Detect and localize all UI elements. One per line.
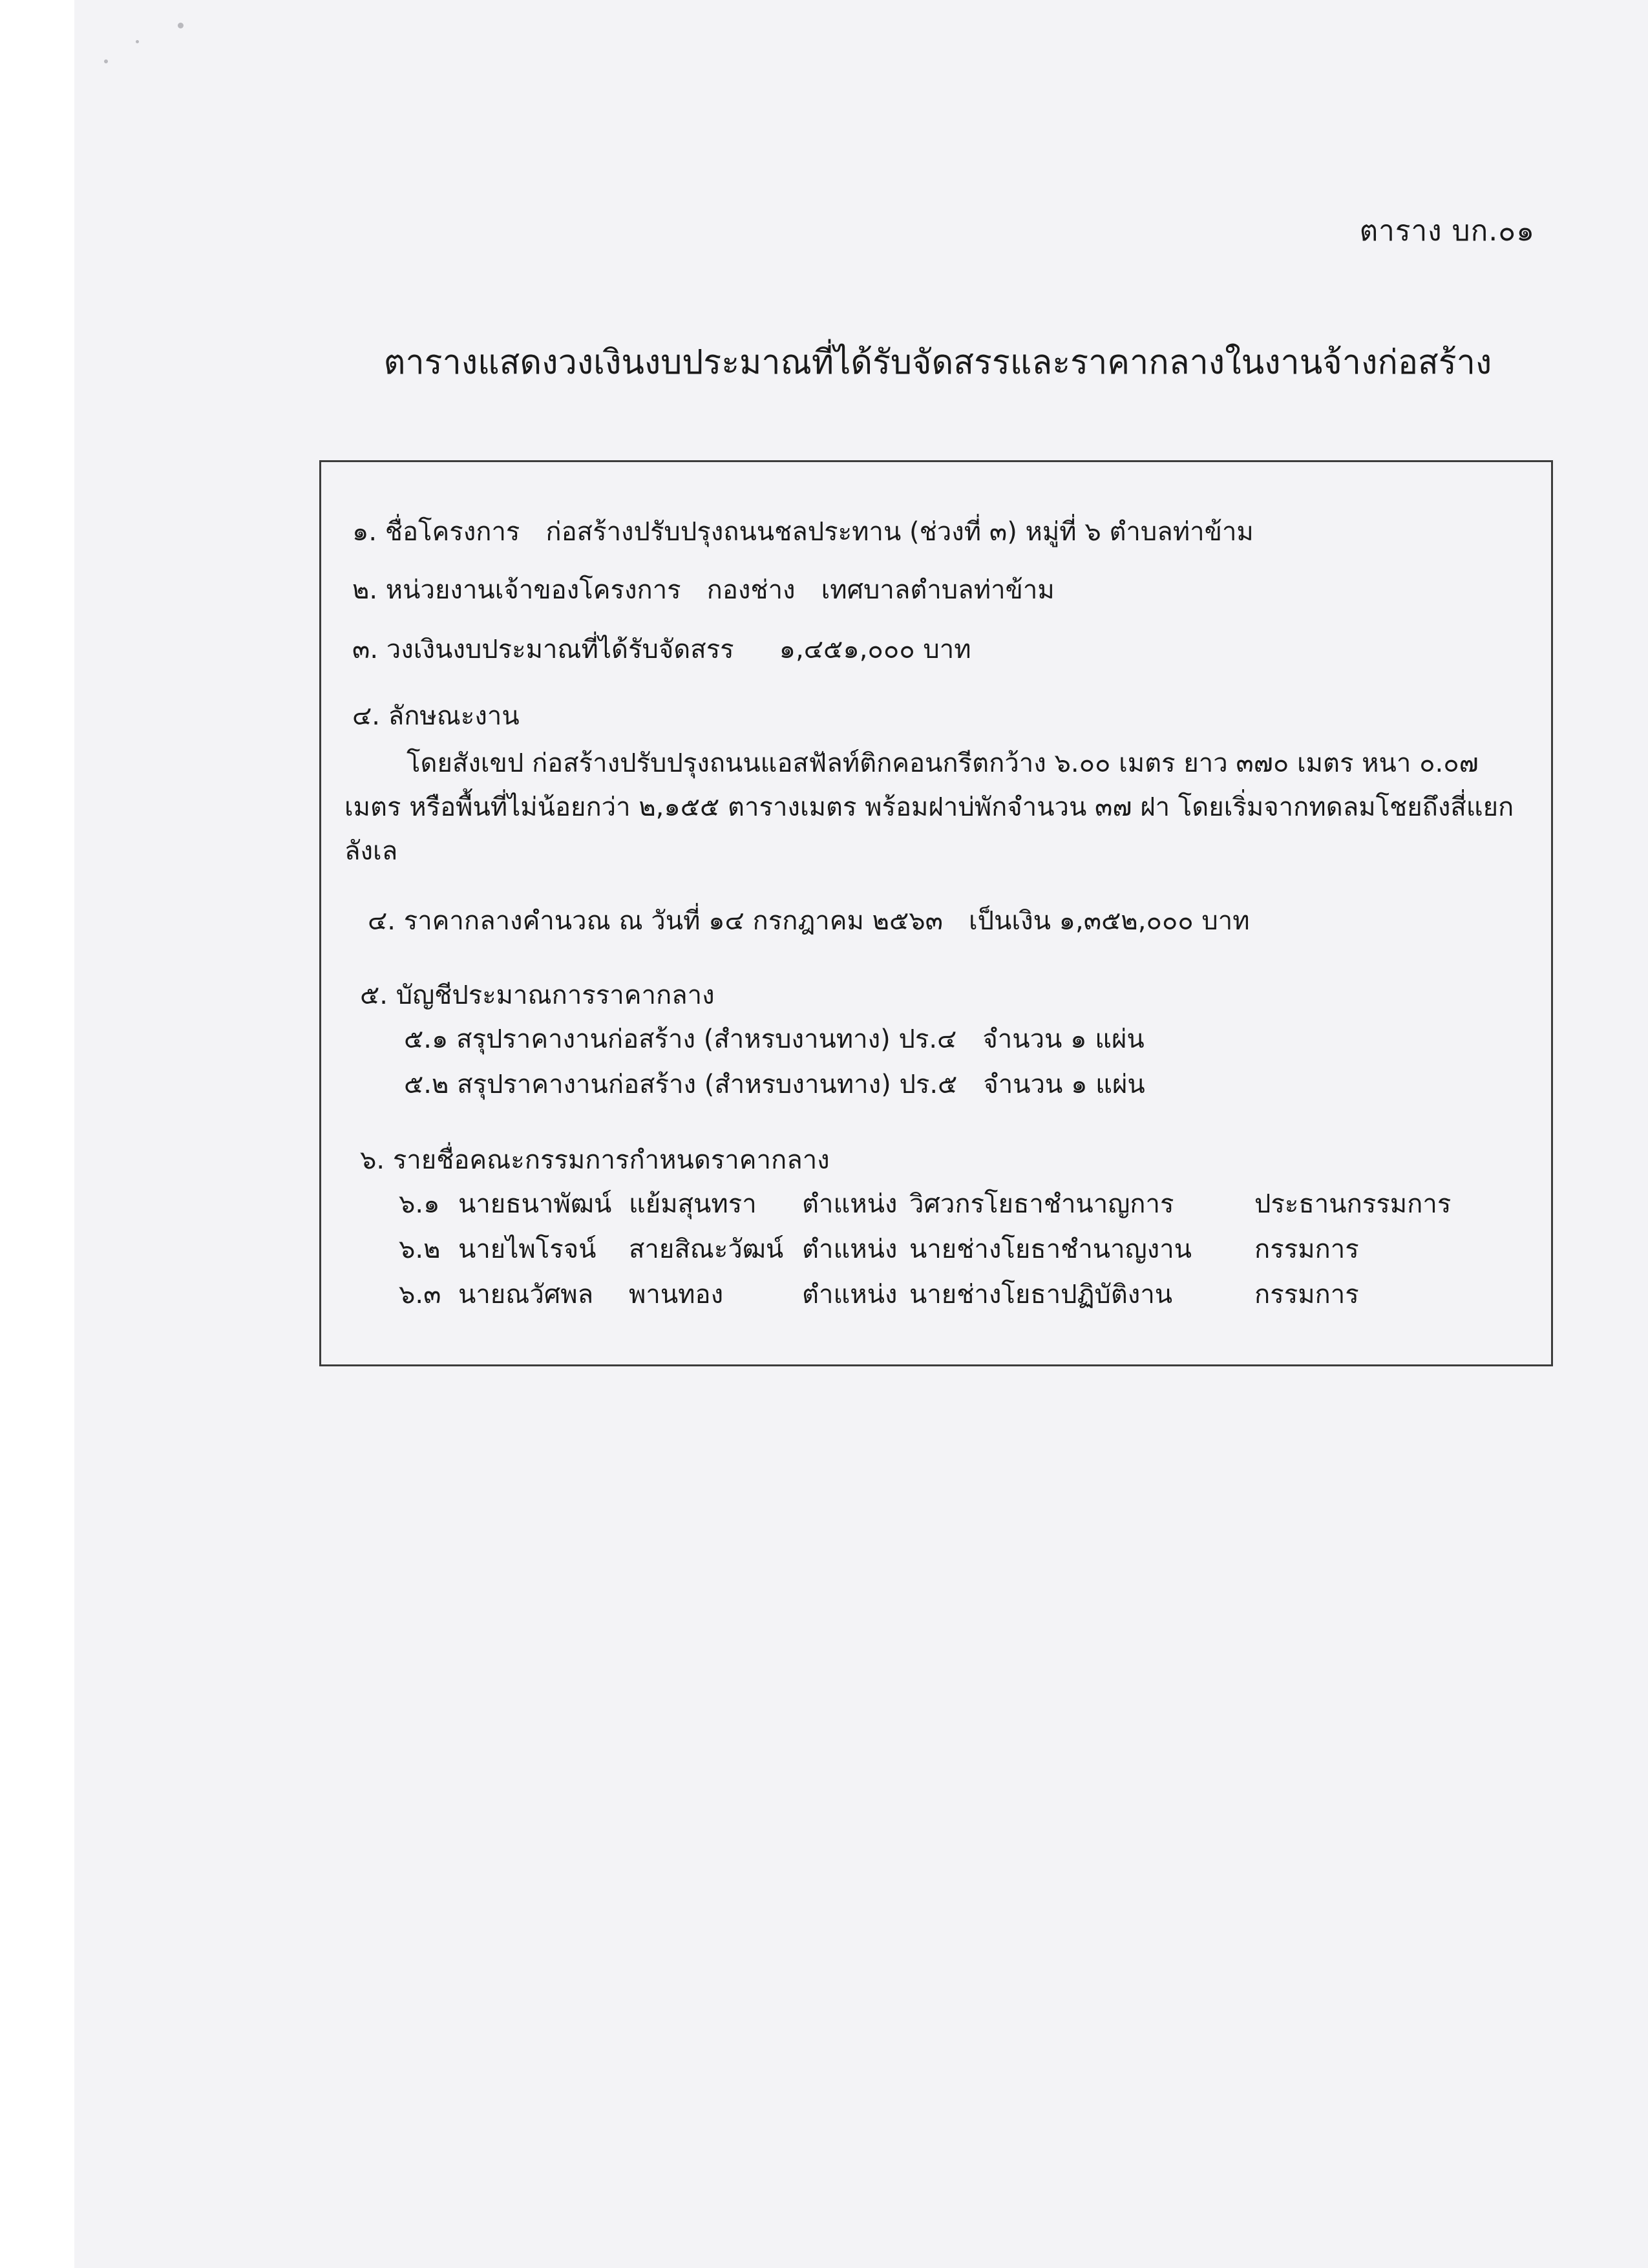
form-code: ตาราง บก.๐๑ (1359, 215, 1535, 248)
project-name-line (352, 514, 1254, 550)
document-title: ตารางแสดงวงเงินงบประมาณที่ได้รับจัดสรรและราคากลางในงานจ้างก่อสร้าง (383, 343, 1492, 382)
budget-value: ๑,๔๕๑,๐๐๐ บาท (779, 635, 971, 664)
member-role: ประธานกรรมการ (1254, 1189, 1452, 1219)
boq-item-qty: จำนวน ๑ แผ่น (982, 1024, 1145, 1054)
budget-label: ๓. วงเงินงบประมาณที่ได้รับจัดสรร (352, 635, 734, 664)
member-number: ๖.๓ (399, 1280, 441, 1309)
member-last-name: แย้มสุนทรา (629, 1189, 757, 1219)
member-first-name: นายไพโรจน์ (458, 1235, 597, 1264)
project-owner-line (352, 572, 1055, 608)
committee-heading: ๖. รายชื่อคณะกรรมการกำหนดราคากลาง (360, 1145, 830, 1175)
work-description-text: โดยสังเขป ก่อสร้างปรับปรุงถนนแอสฟัลท์ติกคอนกรีตกว้าง ๖.๐๐ เมตร ยาว ๓๗๐ เมตร หนา ๐.๐๗ เมตร หรือพื้นที่ไม่น้อยกว่า ๒,๑๕๕ ตารางเมตร พร้อมฝาบ่พักจำนวน ๓๗ ฝา โดยเริ่มจากทดลมโชยถึงสี่แยกลังเล (344, 748, 1514, 866)
boq-heading: ๕. บัญชีประมาณการราคากลาง (360, 980, 715, 1010)
median-price-line (368, 903, 1250, 939)
member-first-name: นายธนาพัฒน์ (458, 1189, 612, 1219)
work-heading: ๔. ลักษณะงาน (352, 701, 520, 731)
position-word: ตำแหน่ง (802, 1280, 898, 1309)
member-first-name: นายณวัศพล (458, 1280, 594, 1309)
project-name-value: ก่อสร้างปรับปรุงถนนชลประทาน (ช่วงที่ ๓) หมู่ที่ ๖ ตำบลท่าข้าม (545, 517, 1254, 547)
project-name-label: ๑. ชื่อโครงการ (352, 517, 520, 547)
boq-item (404, 1021, 1145, 1057)
position-word: ตำแหน่ง (802, 1189, 898, 1219)
scan-speck (136, 40, 139, 43)
member-role: กรรมการ (1254, 1235, 1359, 1264)
scan-speck (178, 23, 184, 28)
boq-item (404, 1066, 1145, 1103)
median-price-value: เป็นเงิน ๑,๓๕๒,๐๐๐ บาท (968, 906, 1250, 936)
position-word: ตำแหน่ง (802, 1235, 898, 1264)
project-details-box (319, 460, 1553, 1366)
boq-item-label: ๕.๑ สรุปราคางานก่อสร้าง (สำหรบงานทาง) ปร.๔ (404, 1024, 957, 1054)
budget-line (352, 631, 971, 668)
median-price-label: ๔. ราคากลางคำนวณ ณ วันที่ ๑๔ กรกฎาคม ๒๕๖๓ (368, 906, 943, 936)
scan-speck (104, 59, 108, 63)
project-owner-label: ๒. หน่วยงานเจ้าของโครงการ (352, 575, 681, 605)
member-number: ๖.๑ (399, 1189, 440, 1219)
member-position: นายช่างโยธาปฏิบัติงาน (909, 1280, 1173, 1309)
member-last-name: พานทอง (629, 1280, 724, 1309)
work-description (344, 741, 1527, 873)
project-owner-org: เทศบาลตำบลท่าข้าม (821, 575, 1055, 605)
boq-item-qty: จำนวน ๑ แผ่น (983, 1070, 1145, 1099)
member-position: วิศวกรโยธาชำนาญการ (909, 1189, 1174, 1219)
boq-item-label: ๕.๒ สรุปราคางานก่อสร้าง (สำหรบงานทาง) ปร.๕ (404, 1070, 958, 1099)
project-owner-division: กองช่าง (706, 575, 796, 605)
member-role: กรรมการ (1254, 1280, 1359, 1309)
member-position: นายช่างโยธาชำนาญงาน (909, 1235, 1192, 1264)
member-last-name: สายสิณะวัฒน์ (629, 1235, 784, 1264)
member-number: ๖.๒ (399, 1235, 441, 1264)
